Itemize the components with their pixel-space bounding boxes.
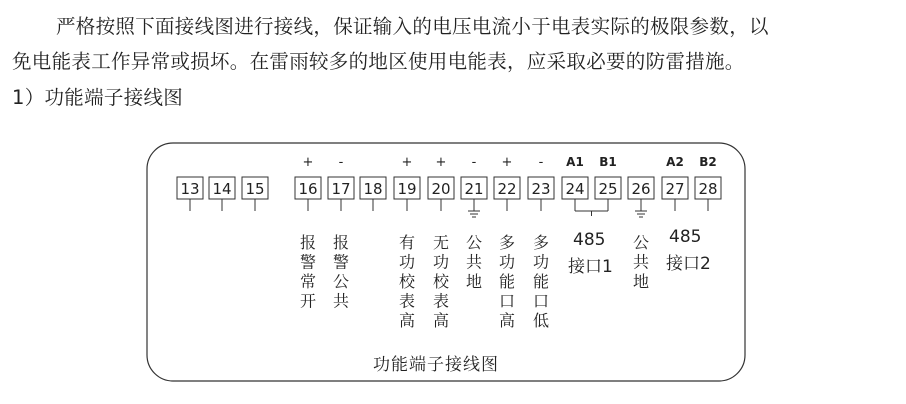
rs485-port-1-number: 485 <box>573 230 606 250</box>
terminal-number-18: 18 <box>363 180 383 198</box>
polarity-mark-27: A2 <box>666 155 684 169</box>
paragraph-line-2: 免电能表工作异常或损坏。在雷雨较多的地区使用电能表，应采取必要的防雷措施。 <box>12 50 745 73</box>
terminal-number-26: 26 <box>631 180 651 198</box>
polarity-mark-21: - <box>471 155 477 170</box>
vertical-label-16-char: 报 <box>299 233 317 252</box>
polarity-mark-19: + <box>401 155 413 170</box>
vertical-label-16-char: 常 <box>299 272 317 291</box>
vertical-label-23-char: 口 <box>532 291 550 311</box>
terminal-number-15: 15 <box>245 180 265 198</box>
vertical-label-22-char: 多 <box>498 233 516 252</box>
vertical-label-19-char: 有 <box>398 233 416 252</box>
terminal-number-16: 16 <box>298 180 318 198</box>
polarity-mark-16: + <box>302 155 314 170</box>
polarity-mark-28: B2 <box>699 155 717 169</box>
diagram-caption: 功能端子接线图 <box>373 355 499 375</box>
terminal-number-24: 24 <box>565 180 585 198</box>
vertical-label-20-char: 校 <box>432 272 450 291</box>
vertical-label-17-char: 公 <box>332 272 350 291</box>
polarity-mark-17: - <box>338 155 344 170</box>
terminal-strip <box>177 177 721 217</box>
rs485-port-2-number: 485 <box>669 227 702 247</box>
terminal-number-25: 25 <box>598 180 618 198</box>
terminal-number-28: 28 <box>698 180 718 198</box>
terminal-number-27: 27 <box>665 180 685 198</box>
vertical-label-22-char: 能 <box>498 272 516 291</box>
polarity-mark-24: A1 <box>566 155 584 169</box>
terminal-number-21: 21 <box>464 180 484 198</box>
polarity-mark-25: B1 <box>599 155 617 169</box>
vertical-label-21-char: 地 <box>465 272 483 291</box>
vertical-label-23-char: 能 <box>532 272 550 291</box>
vertical-label-16-char: 开 <box>299 291 317 311</box>
vertical-label-19-char: 表 <box>398 291 416 311</box>
vertical-label-19-char: 功 <box>398 252 416 272</box>
vertical-label-20-char: 高 <box>432 311 450 330</box>
vertical-label-20-char: 表 <box>432 291 450 311</box>
vertical-label-17-char: 报 <box>332 233 350 252</box>
vertical-label-17-char: 共 <box>332 291 350 311</box>
vertical-label-19-char: 高 <box>398 311 416 330</box>
vertical-label-19-char: 校 <box>398 272 416 291</box>
vertical-label-23-char: 多 <box>532 233 550 252</box>
terminal-number-22: 22 <box>497 180 517 198</box>
terminal-number-20: 20 <box>431 180 451 198</box>
vertical-label-16-char: 警 <box>299 252 317 272</box>
vertical-label-22-char: 高 <box>498 311 516 330</box>
vertical-label-23-char: 功 <box>532 252 550 272</box>
vertical-label-17-char: 警 <box>332 252 350 272</box>
vertical-label-20-char: 功 <box>432 252 450 272</box>
vertical-label-26-char: 地 <box>632 272 650 291</box>
terminal-number-17: 17 <box>331 180 351 198</box>
polarity-mark-23: - <box>538 155 544 170</box>
section-heading: 1）功能端子接线图 <box>12 86 184 109</box>
vertical-label-23-char: 低 <box>532 311 550 330</box>
vertical-label-20-char: 无 <box>432 233 450 252</box>
polarity-mark-22: + <box>501 155 513 170</box>
terminal-number-13: 13 <box>180 180 200 198</box>
terminal-number-19: 19 <box>397 180 417 198</box>
rs485-port-1-label: 接口1 <box>568 257 613 277</box>
terminal-number-14: 14 <box>212 180 232 198</box>
vertical-label-21-char: 共 <box>465 252 483 272</box>
terminal-number-23: 23 <box>531 180 551 198</box>
vertical-label-22-char: 口 <box>498 291 516 311</box>
vertical-label-21-char: 公 <box>465 233 483 252</box>
polarity-mark-20: + <box>435 155 447 170</box>
rs485-port-2-label: 接口2 <box>666 254 711 274</box>
vertical-label-26-char: 公 <box>632 233 650 252</box>
vertical-label-22-char: 功 <box>498 252 516 272</box>
vertical-label-26-char: 共 <box>632 252 650 272</box>
paragraph-line-1: 严格按照下面接线图进行接线，保证输入的电压电流小于电表实际的极限参数，以 <box>56 15 769 38</box>
